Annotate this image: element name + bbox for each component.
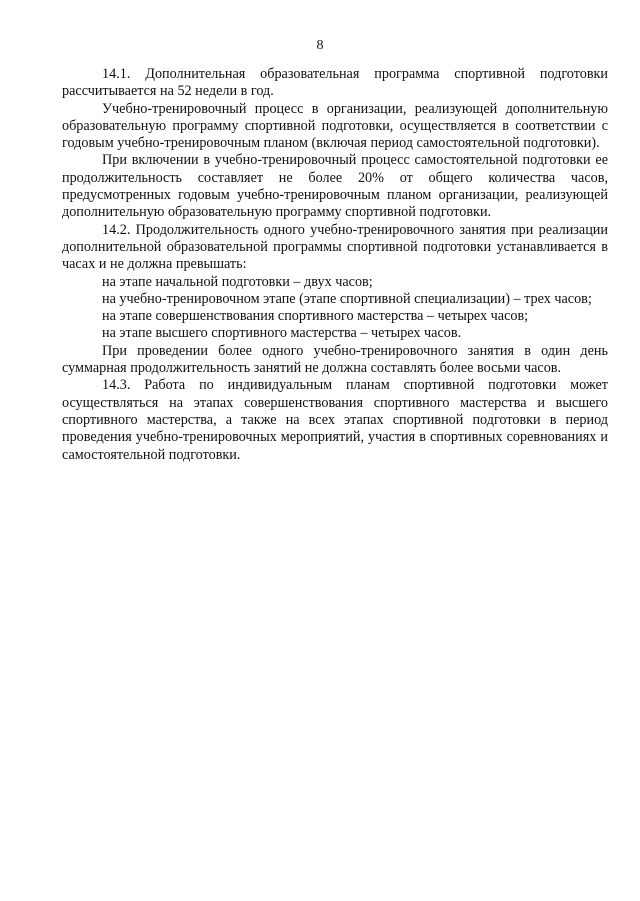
paragraph-self-preparation: При включении в учебно-тренировочный процесс самостоятельной подготовки ее продолжительность составляет не более 20% от общего количества часов, предусмотренных годовым учебно-тренировочным планом организации, реализующей дополнительную образовательную программу спортивной подготовки. [62, 152, 608, 221]
paragraph-daily-limit: При проведении более одного учебно-тренировочного занятия в один день суммарная продолжительность занятий не должна составлять более восьми часов. [62, 342, 608, 377]
paragraph-14-3: 14.3. Работа по индивидуальным планам спортивной подготовки может осуществляться на этапах совершенствования спортивного мастерства и высшего спортивного мастерства, а также на всех этапах спортивной подготовки в период проведения учебно-тренировочных мероприятий, участия в спортивных соревнованиях и самостоятельной подготовки. [62, 377, 608, 463]
list-item-training-stage: на учебно-тренировочном этапе (этапе спортивной специализации) – трех часов; [102, 290, 592, 307]
paragraph-14-1: 14.1. Дополнительная образовательная программа спортивной подготовки рассчитывается на 52 недели в год. [62, 66, 608, 100]
paragraph-training-process: Учебно-тренировочный процесс в организации, реализующей дополнительную образовательную программу спортивной подготовки, осуществляется в соответствии с годовым учебно-тренировочным планом (включая период самостоятельной подготовки). [62, 100, 608, 152]
page-number: 8 [316, 38, 324, 53]
list-item-higher-mastery-stage: на этапе высшего спортивного мастерства – четырех часов. [102, 325, 462, 342]
paragraph-14-2: 14.2. Продолжительность одного учебно-тренировочного занятия при реализации дополнительной образовательной программы спортивной подготовки устанавливается в часах и не должна превышать: [62, 221, 608, 273]
document-body [62, 66, 608, 464]
list-item-improvement-stage: на этапе совершенствования спортивного мастерства – четырех часов; [102, 308, 529, 325]
list-item-initial-stage: на этапе начальной подготовки – двух часов; [102, 273, 373, 290]
